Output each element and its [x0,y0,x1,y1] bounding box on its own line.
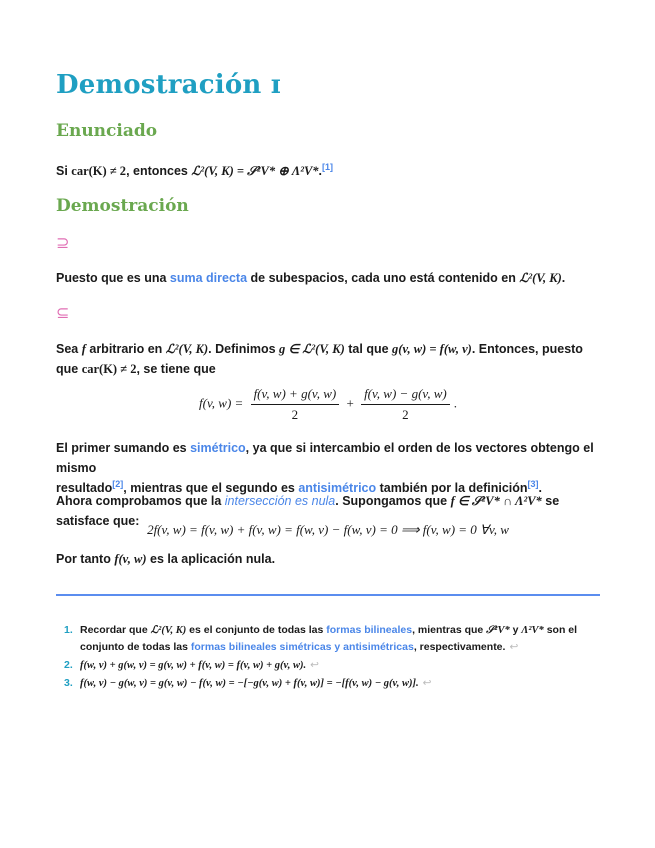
footnotes-divider [56,594,600,596]
footnote-3: 3. f(w, v) − g(w, v) = g(v, w) − f(v, w) = −[−g(v, w) + f(v, w)] = −[f(v, w) − g(v, w)]. ↩ [64,677,432,689]
subset-symbol: ⊆ [56,303,70,322]
footnote-backlink-1[interactable]: ↩ [509,641,519,653]
statement-condition: car(K) ≠ 2 [71,164,127,178]
fraction-antisymmetric: $\frac{f(v, w) - g(v, w)}{2}$ [361,386,450,423]
link-simetrico[interactable]: simétrico [190,441,246,455]
link-interseccion-nula[interactable]: intersección es nula [224,494,336,508]
paragraph-symmetric: El primer sumando es simétrico, ya que si intercambio el orden de los vectores obtengo el mismo resultado[2], mientras que el segundo es antisimétrico también por la definición[3]. [56,441,594,495]
footnote-backlink-3[interactable]: ↩ [422,677,432,689]
footnote-1: 1. Recordar que ℒ²(V, K) es el conjunto de todas las formas bilineales, mientras que 𝒮²V* y Λ²V* son el conjunto de todas las formas bilineales simétricas y antisimétricas, respectivamente. ↩ [64,624,578,653]
equation-null: 2f(v, w) = f(v, w) + f(v, w) = f(w, v) − f(w, v) = 0 ⟹ f(v, w) = 0 ∀v, w [147,522,509,537]
supset-symbol: ⊇ [56,233,70,252]
footnote-2: 2. f(w, v) + g(w, v) = g(v, w) + f(v, w) = f(v, w) + g(v, w). ↩ [64,659,319,671]
page-title: Demostración ɪ [56,70,281,100]
link-formas-bilineales-sim-antisim[interactable]: formas bilineales simétricas y antisimétricas [190,641,414,653]
proof-heading: Demostración [56,196,189,216]
fraction-symmetric: $\frac{f(v, w) + g(v, w)}{2}$ [251,386,340,423]
link-antisimetrico[interactable]: antisimétrico [298,481,377,495]
statement-paragraph: Si car(K) ≠ 2, entonces ℒ²(V, K) = 𝒮²V* ⊕ Λ²V*.[1] [56,161,334,178]
paragraph-conclusion: Por tanto f(v, w) es la aplicación nula. [56,552,276,566]
footnote-ref-3[interactable]: [3] [527,478,539,489]
equation-decomposition: f(v, w) = $\frac{f(v, w) + g(v, w)}{2}$ + $\frac{f(v, w) - g(v, w)}{2}$ . [199,386,457,422]
footnote-ref-1[interactable]: [1] [322,161,334,172]
footnote-ref-2[interactable]: [2] [112,478,124,489]
paragraph-arbitrary-f: Sea f arbitrario en ℒ²(V, K). Definimos g ∈ ℒ²(V, K) tal que g(v, w) = f(w, v). Entonces, puesto que car(K) ≠ 2, se tiene que [56,342,583,376]
paragraph-intersection: Ahora comprobamos que la intersección es nula. Supongamos que f ∈ 𝒮²V* ∩ Λ²V* se satisface que: [56,494,560,528]
statement-heading: Enunciado [56,121,158,141]
paragraph-direct-sum: Puesto que es una suma directa de subespacios, cada uno está contenido en ℒ²(V, K). [56,271,566,285]
statement-formula: ℒ²(V, K) = 𝒮²V* ⊕ Λ²V* [191,164,319,178]
footnote-backlink-2[interactable]: ↩ [310,659,319,671]
footnotes-list [64,622,600,693]
link-suma-directa[interactable]: suma directa [169,271,248,285]
link-formas-bilineales[interactable]: formas bilineales [326,624,413,636]
